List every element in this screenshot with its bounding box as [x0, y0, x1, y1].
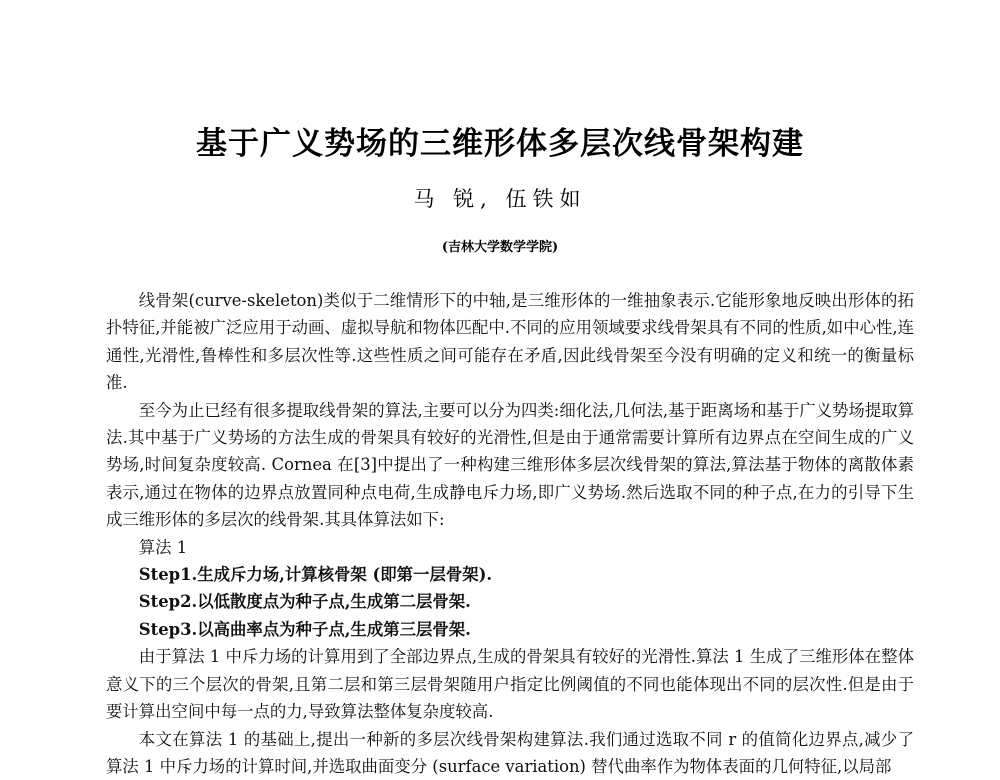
paper-title: 基于广义势场的三维形体多层次线骨架构建 — [0, 118, 1000, 163]
algorithm-step: Step1.生成斥力场,计算核骨架 (即第一层骨架). — [106, 561, 914, 588]
body-paragraph: 由于算法 1 中斥力场的计算用到了全部边界点,生成的骨架具有较好的光滑性.算法 1 生成了三维形体在整体意义下的三个层次的骨架,且第二层和第三层骨架随用户指定比例阈值的不同也能体现出不同的层次性.但是由于要计算出空间中每一点的力,导致算法整体复杂度较高. — [106, 643, 914, 725]
paper-affiliation: (吉林大学数学学院) — [0, 236, 1000, 255]
algorithm-step: Step2.以低散度点为种子点,生成第二层骨架. — [106, 588, 914, 615]
algorithm-step: Step3.以高曲率点为种子点,生成第三层骨架. — [106, 616, 914, 643]
body-paragraph: 至今为止已经有很多提取线骨架的算法,主要可以分为四类:细化法,几何法,基于距离场和基于广义势场提取算法.其中基于广义势场的方法生成的骨架具有较好的光滑性,但是由于通常需要计算所有边界点在空间生成的广义势场,时间复杂度较高. Cornea 在[3]中提出了一种构建三维形体多层次线骨架的算法,算法基于物体的离散体素表示,通过在物体的边界点放置同种点电荷,生成静电斥力场,即广义势场.然后选取不同的种子点,在力的引导下生成三维形体的多层次的线骨架.其具体算法如下: — [106, 397, 914, 534]
body-paragraph: 本文在算法 1 的基础上,提出一种新的多层次线骨架构建算法.我们通过选取不同 r 的值简化边界点,减少了算法 1 中斥力场的计算时间,并选取曲面变分 (surface variation) 替代曲率作为物体表面的几何特征,以局部 — [106, 726, 914, 780]
paper-authors: 马 锐, 伍铁如 — [0, 183, 1000, 213]
algorithm-label: 算法 1 — [106, 534, 914, 561]
paper-body — [106, 287, 914, 780]
body-paragraph: 线骨架(curve-skeleton)类似于二维情形下的中轴,是三维形体的一维抽象表示.它能形象地反映出形体的拓扑特征,并能被广泛应用于动画、虚拟导航和物体匹配中.不同的应用领域要求线骨架具有不同的性质,如中心性,连通性,光滑性,鲁棒性和多层次性等.这些性质之间可能存在矛盾,因此线骨架至今没有明确的定义和统一的衡量标准. — [106, 287, 914, 397]
